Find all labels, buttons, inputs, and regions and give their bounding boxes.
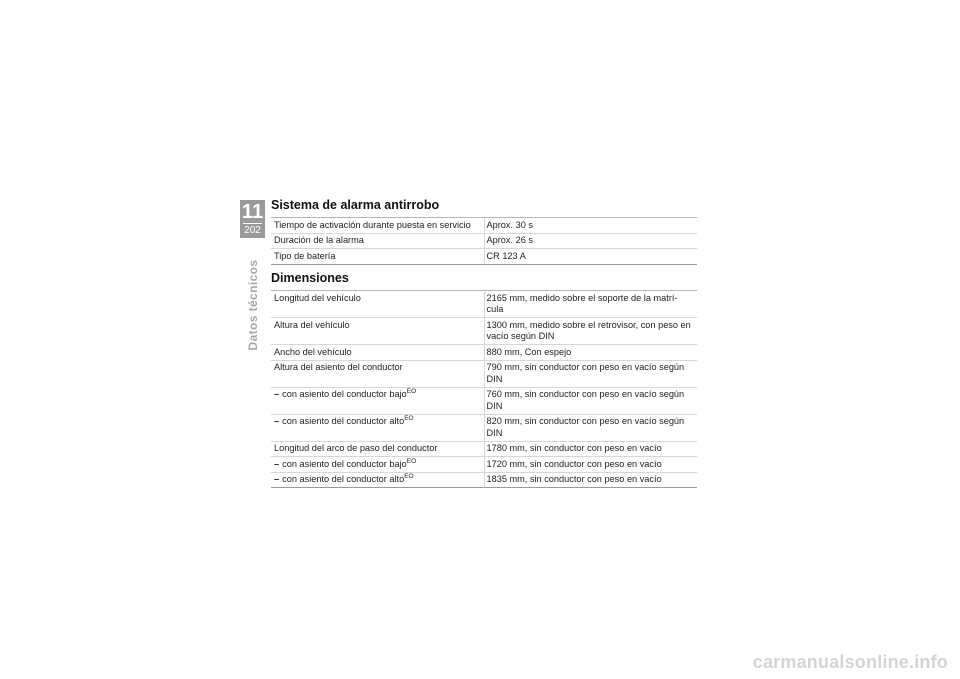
row-label-cell [271,457,484,473]
row-label: Longitud del vehículo [274,292,361,303]
chapter-tab [240,200,265,238]
optional-equipment-marker: EO [404,415,414,422]
row-label: Altura del vehículo [274,319,350,330]
table-row [271,233,697,249]
row-label: Duración de la alarma [274,235,364,245]
row-label-cell [271,249,484,265]
dash-marker: – [274,458,280,469]
alarm-section-title: Sistema de alarma antirrobo [271,198,440,212]
table-row [271,218,697,234]
table-row [271,387,697,414]
table-row [271,360,697,387]
row-label-cell [271,345,484,361]
row-label-cell [271,360,484,387]
optional-equipment-marker: EO [404,473,414,480]
row-label: Longitud del arco de paso del conductor [274,443,438,453]
row-value: Aprox. 26 s [484,233,697,249]
row-value: 1780 mm, sin conductor con peso en vacío [484,441,697,457]
chapter-number: 11 [241,201,264,223]
dimensions-table-body [271,291,697,488]
dimensions-section-title: Dimensiones [271,271,349,285]
table-row [271,472,697,488]
row-label: con asiento del conductor alto [282,474,405,484]
table-row [271,291,697,318]
row-label-cell [271,291,484,318]
dash-marker: – [274,474,280,484]
row-value: 1300 mm, medido sobre el retrovisor, con peso en vacío según DIN [484,318,697,345]
row-label: Ancho del vehículo [274,346,352,357]
row-label: Tipo de batería [274,250,336,261]
table-row [271,414,697,441]
watermark: carmanualsonline.info [752,652,948,672]
row-value: 790 mm, sin conductor con peso en vacío según DIN [484,360,697,387]
row-value: 820 mm, sin conductor con peso en vacío según DIN [484,414,697,441]
row-value: 880 mm, Con espejo [484,345,697,361]
optional-equipment-marker: EO [406,388,417,395]
optional-equipment-marker: EO [406,457,417,465]
row-label-cell [271,387,484,414]
table-row [271,457,697,473]
page-number: 202 [244,225,261,236]
row-value: CR 123 A [484,249,697,265]
row-label: con asiento del conductor bajo [282,389,407,399]
row-label-cell [271,472,484,488]
row-label: Tiempo de activación durante puesta en servicio [274,219,471,230]
alarm-table [271,217,697,265]
row-label: con asiento del conductor alto [282,416,405,426]
row-label: con asiento del conductor bajo [282,458,407,469]
row-label-cell [271,414,484,441]
chapter-side-title: Datos técnicos [246,259,260,351]
row-value: 2165 mm, medido sobre el soporte de la matrí-cula [484,291,697,318]
dash-marker: – [274,389,280,399]
table-row [271,441,697,457]
dimensions-table [271,290,697,488]
row-label: Altura del asiento del conductor [274,362,403,372]
row-label-cell [271,441,484,457]
table-row [271,249,697,265]
row-label-cell [271,218,484,234]
alarm-table-body [271,218,697,265]
table-row [271,345,697,361]
alarm-section [271,197,697,265]
dash-marker: – [274,416,280,426]
table-row [271,318,697,345]
row-value: 1835 mm, sin conductor con peso en vacío [484,472,697,488]
row-value: 760 mm, sin conductor con peso en vacío según DIN [484,387,697,414]
row-value: Aprox. 30 s [484,218,697,234]
dimensions-section [271,270,697,488]
row-label-cell [271,233,484,249]
row-label-cell [271,318,484,345]
row-value: 1720 mm, sin conductor con peso en vacío [484,457,697,473]
